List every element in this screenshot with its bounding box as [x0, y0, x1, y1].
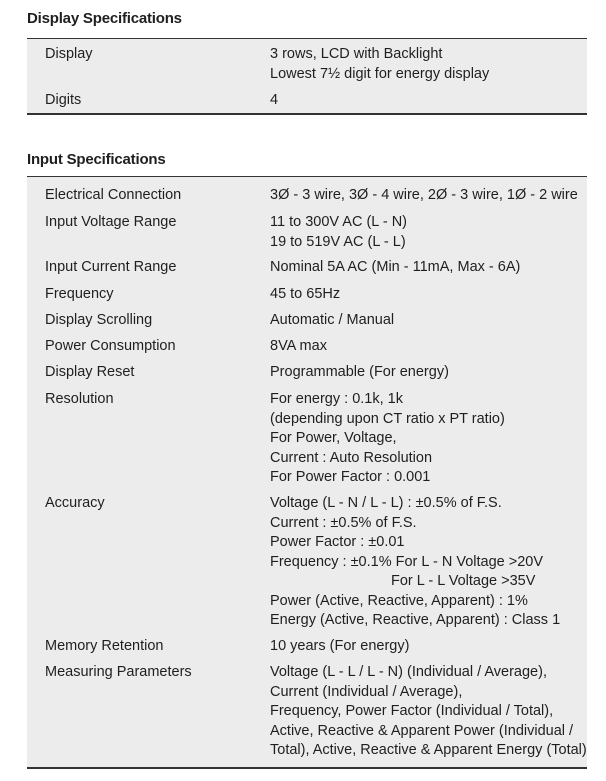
spec-label: Memory Retention: [45, 638, 164, 654]
spec-value-line: 45 to 65Hz: [270, 286, 341, 302]
spec-value-line: 4: [270, 92, 279, 108]
spec-value-line: Lowest 7½ digit for energy display: [270, 65, 490, 82]
spec-value-line: Voltage (L - N / L - L) : ±0.5% of F.S.: [270, 495, 502, 511]
spec-value: [270, 337, 327, 357]
spec-value-line: (depending upon CT ratio x PT ratio): [270, 410, 505, 427]
spec-value: [270, 663, 587, 761]
display-specs-title: Display Specifications: [27, 10, 182, 27]
spec-value-line: Total), Active, Reactive & Apparent Energy (Total): [270, 742, 587, 758]
spec-value: [270, 637, 409, 657]
spec-value-line: For L - L Voltage >35V: [391, 573, 536, 589]
spec-value-line: Frequency : ±0.1% For L - N Voltage >20V: [270, 553, 543, 570]
spec-value-line: Current (Individual / Average),: [270, 683, 463, 700]
spec-value-line: Active, Reactive & Apparent Power (Individual /: [270, 722, 574, 739]
spec-value: [270, 45, 489, 84]
spec-value-line: 8VA max: [270, 338, 327, 354]
input-specs-title: Input Specifications: [27, 151, 166, 168]
spec-value: [270, 494, 560, 631]
input-specs-bottom-rule: [27, 767, 587, 769]
spec-value: [270, 285, 340, 305]
spec-label: Display Scrolling: [45, 312, 153, 328]
spec-label: Accuracy: [45, 495, 105, 511]
spec-label: Digits: [45, 92, 82, 108]
spec-value-line: 3 rows, LCD with Backlight: [270, 46, 443, 62]
spec-value-line: Energy (Active, Reactive, Apparent) : Class 1: [270, 612, 561, 628]
spec-value-line: For energy : 0.1k, 1k: [270, 391, 403, 407]
spec-label: Frequency: [45, 286, 114, 302]
spec-value-line: Current : Auto Resolution: [270, 449, 433, 466]
spec-value-line: Programmable (For energy): [270, 364, 449, 380]
spec-value-line: Automatic / Manual: [270, 312, 395, 328]
spec-value-line: Power Factor : ±0.01: [270, 534, 405, 550]
spec-label: Electrical Connection: [45, 187, 182, 203]
spec-value-line: Power (Active, Reactive, Apparent) : 1%: [270, 592, 528, 609]
spec-value: [270, 186, 578, 206]
spec-value-line: 10 years (For energy): [270, 638, 410, 654]
spec-label: Display Reset: [45, 364, 135, 380]
spec-label: Display: [45, 46, 93, 62]
spec-value: [270, 311, 394, 331]
spec-label: Input Voltage Range: [45, 214, 177, 230]
spec-label: Resolution: [45, 391, 114, 407]
spec-value-line: 11 to 300V AC (L - N): [270, 214, 408, 230]
spec-value-line: For Power, Voltage,: [270, 430, 397, 446]
spec-label: Power Consumption: [45, 338, 176, 354]
spec-value-line: Nominal 5A AC (Min - 11mA, Max - 6A): [270, 259, 521, 275]
spec-label: Measuring Parameters: [45, 664, 192, 680]
spec-value-line: Frequency, Power Factor (Individual / Total),: [270, 703, 554, 719]
spec-value-line: Current : ±0.5% of F.S.: [270, 514, 417, 531]
spec-value: [270, 363, 449, 383]
spec-value: [270, 91, 278, 111]
spec-value: [270, 258, 520, 278]
spec-value-line: 3Ø - 3 wire, 3Ø - 4 wire, 2Ø - 3 wire, 1Ø - 2 wire: [270, 187, 578, 203]
display-specs-bottom-rule: [27, 113, 587, 115]
spec-value: [270, 390, 505, 488]
spec-value-line: Voltage (L - L / L - N) (Individual / Average),: [270, 664, 547, 680]
spec-value-line: For Power Factor : 0.001: [270, 469, 431, 485]
spec-value-line: 19 to 519V AC (L - L): [270, 233, 406, 250]
spec-label: Input Current Range: [45, 259, 177, 275]
spec-value: [270, 213, 407, 252]
